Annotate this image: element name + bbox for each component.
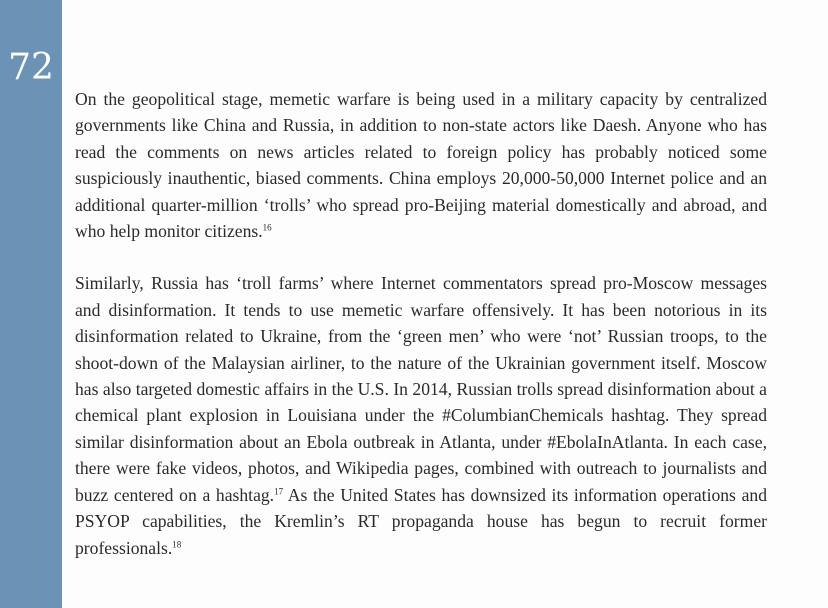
- footnote-marker: 16: [262, 222, 272, 233]
- footnote-marker: 18: [172, 538, 182, 549]
- footnote-marker: 17: [274, 485, 284, 496]
- page-sidebar: [0, 0, 62, 608]
- paragraph-text: On the geopolitical stage, memetic warfare is being used in a military capacity by centralized governments like China and Russia, in addition to non-state actors like Daesh. Anyone who has read the comments on news articles related to foreign policy has probably noticed some suspiciously inauthentic, biased comments. China employs 20,000-50,000 Internet police and an additional quarter-million ‘trolls’ who spread pro-Beijing material domestically and abroad, and who help monitor citizens.: [75, 89, 767, 242]
- paragraph-text: Similarly, Russia has ‘troll farms’ where Internet commentators spread pro-Moscow messages and disinformation. It tends to use memetic warfare offensively. It has been notorious in its disinformation related to Ukraine, from the ‘green men’ who were ‘not’ Russian troops, to the shoot-down of the Malaysian airliner, to the nature of the Ukrainian government itself. Moscow has also targeted domestic affairs in the U.S. In 2014, Russian trolls spread disinformation about a chemical plant explosion in Louisiana under the #ColumbianChemicals hashtag. They spread similar disinformation about an Ebola outbreak in Atlanta, under #EbolaInAtlanta. In each case, there were fake videos, photos, and Wikipedia pages, combined with outreach to journalists and buzz centered on a hashtag.: [75, 273, 767, 505]
- paragraph-russia: [75, 270, 767, 560]
- paragraph-text: As the United States has downsized its information operations and PSYOP capabilities, the Kremlin’s RT propaganda house has begun to recruit former professionals.: [75, 484, 767, 558]
- paragraph-china: [75, 86, 767, 244]
- body-text: [75, 86, 767, 561]
- page-number: 72: [8, 47, 54, 88]
